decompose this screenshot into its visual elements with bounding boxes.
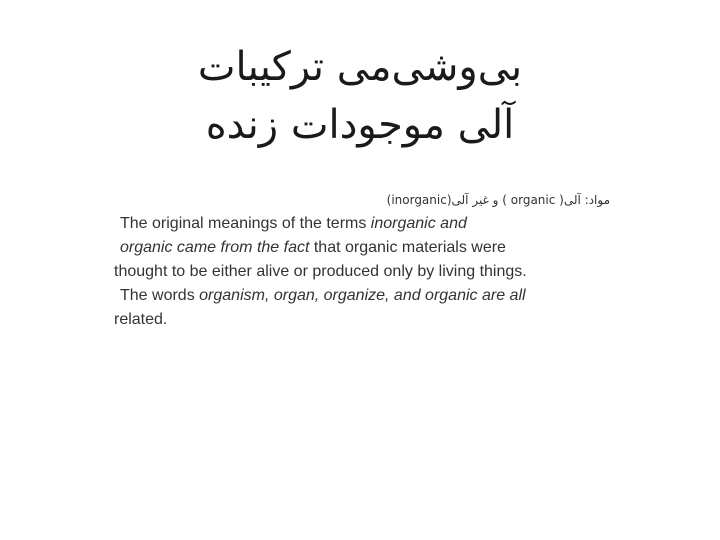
paragraph2-line1-text: The words (120, 287, 200, 304)
paragraph1-line1-italic: inorganic and (370, 215, 467, 232)
paragraph1-line1 (114, 212, 584, 236)
paragraph1-line2-italic: organic came from the fact that organic materials were (120, 239, 506, 256)
paragraph2-line2: related. (114, 311, 168, 328)
paragraph1-line2 (114, 236, 584, 260)
paragraph2-line1-italic: organism, organ, organize, and organic are all (199, 287, 526, 304)
persian-definition-note: مواد: آلی( organic ) و غیر آلی(inorganic) (386, 193, 610, 207)
paragraph1-line3: thought to be either alive or produced only by living things. (114, 263, 527, 280)
title-line-1: بی‌وشی‌می ترکیبات (197, 44, 523, 90)
paragraph-original-meanings (114, 212, 584, 284)
paragraph2-line1 (114, 284, 584, 308)
title-line-2: آلی موجودات زنده (205, 102, 515, 148)
paragraph-related-words (114, 284, 584, 332)
body-text (114, 212, 584, 332)
slide-title (120, 38, 600, 154)
paragraph1-line1-text: The original meanings of the terms (120, 215, 371, 232)
